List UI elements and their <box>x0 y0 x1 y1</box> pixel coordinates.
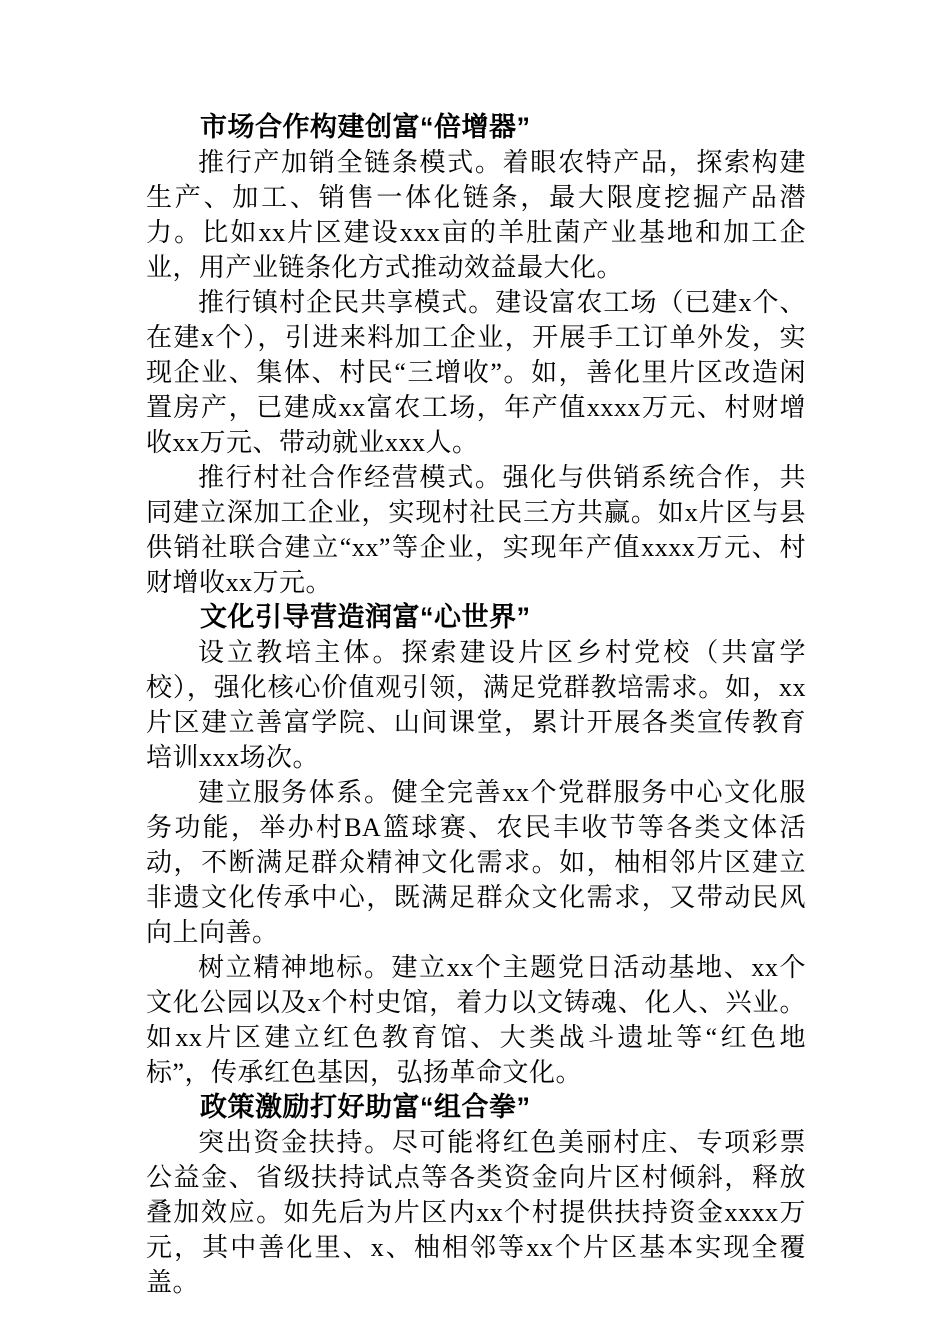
paragraph: 推行村社合作经营模式。强化与供销系统合作，共同建立深加工企业，实现村社民三方共赢。如x片区与县供销社联合建立“xx”等企业，实现年产值xxxx万元、村财增收xx万元。 <box>146 463 806 597</box>
paragraph: 树立精神地标。建立xx个主题党日活动基地、xx个文化公园以及x个村史馆，着力以文铸魂、化人、兴业。如xx片区建立红色教育馆、大类战斗遗址等“红色地标”，传承红色基因，弘扬革命文化。 <box>146 953 806 1087</box>
section-heading: 政策激励打好助富“组合拳” <box>200 1092 531 1122</box>
section-heading: 市场合作构建创富“倍增器” <box>200 112 531 142</box>
paragraph: 设立教培主体。探索建设片区乡村党校（共富学校），强化核心价值观引领，满足党群教培需求。如，xx片区建立善富学院、山间课堂，累计开展各类宣传教育培训xxx场次。 <box>146 638 806 772</box>
section-market-cooperation <box>146 110 806 600</box>
paragraph: 推行镇村企民共享模式。建设富农工场（已建x个、在建x个），引进来料加工企业，开展手工订单外发，实现企业、集体、村民“三增收”。如，善化里片区改造闲置房产，已建成xx富农工场，年产值xxxx万元、村财增收xx万元、带动就业xxx人。 <box>146 288 806 457</box>
section-policy-incentive <box>146 1090 806 1300</box>
paragraph: 推行产加销全链条模式。着眼农特产品，探索构建生产、加工、销售一体化链条，最大限度挖掘产品潜力。比如xx片区建设xxx亩的羊肚菌产业基地和加工企业，用产业链条化方式推动效益最大化。 <box>146 148 806 282</box>
section-culture-guidance <box>146 600 806 1090</box>
paragraph: 突出资金扶持。尽可能将红色美丽村庄、专项彩票公益金、省级扶持试点等各类资金向片区村倾斜，释放叠加效应。如先后为片区内xx个村提供扶持资金xxxx万元，其中善化里、x、柚相邻等xx个片区基本实现全覆盖。 <box>146 1128 806 1297</box>
paragraph: 建立服务体系。健全完善xx个党群服务中心文化服务功能，举办村BA篮球赛、农民丰收节等各类文体活动，不断满足群众精神文化需求。如，柚相邻片区建立非遗文化传承中心，既满足群众文化需求，又带动民风向上向善。 <box>146 778 806 947</box>
section-heading: 文化引导营造润富“心世界” <box>200 602 531 632</box>
